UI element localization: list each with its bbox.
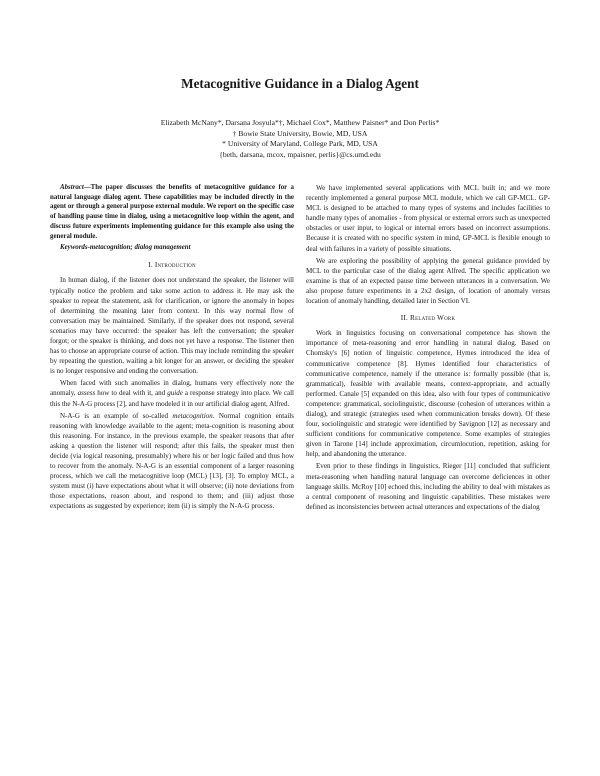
abstract-text: —The paper discusses the benefits of metacognitive guidance for a natural language dialog agent. These capabilities may be included directly in the agent or through a general purpose external module. We report on the specific case of handling pause time in dialog, using a metacognitive loop within the agent, and discuss future experiments implementing guidance for this example also using the general module. xyxy=(50,184,294,240)
emphasis-guide: guide xyxy=(167,389,183,398)
paper-title: Metacognitive Guidance in a Dialog Agent xyxy=(181,76,419,91)
section-heading-related-work: II. Related Work xyxy=(400,313,456,323)
right-column xyxy=(306,183,550,512)
text-run: When faced with such anomalies in dialog, humans very effectively xyxy=(60,379,270,388)
left-column xyxy=(50,183,294,512)
keywords: Keywords-metacognition; dialog management xyxy=(60,244,191,252)
author-emails: {beth, darsana, mcox, mpaisner, perlis}@cs.umd.edu xyxy=(219,149,381,159)
related-paragraph-1: Work in linguistics focusing on conversational competence has shown the importance of meta-reasoning and error handling in natural dialog. Based on Chomsky's [6] notion of linguistic competence, Hymes introduced the idea of communicative competence [8]. Hymes identified four characteristics of communicative competence, namely if the utterance is: formally possible (that is, grammatical), feasible with available means, context-appropriate, and actually performed. Canale [5] expanded on this idea, also with four types of communicative competence: grammatical, sociolinguistic, discourse (cohesion of utterances within a dialog), and strategic (strategies used when communication breaks down). Of these four, sociolinguistic and strategic were identified by Savignon [12] as necessary and sufficient conditions for communicative competence. Some examples of strategies given in Tarone [14] include approximation, circumlocution, repetition, asking for help, and abandoning the utterance. xyxy=(306,329,550,459)
affiliation-umd: * University of Maryland, College Park, MD, USA xyxy=(222,139,378,149)
intro-paragraph-2 xyxy=(50,378,294,408)
emphasis-note: note xyxy=(269,379,282,388)
intro-paragraph-5: We are exploring the possibility of applying the general guidance provided by MCL to the particular case of the dialog agent Alfred. The specific application we examine is that of an expected pause time between utterances in a conversation. We also propose future experiments in a 2x2 design, of location of anomaly versus location of anomaly handling, detailed later in Section VI. xyxy=(306,256,550,306)
author-block xyxy=(0,118,600,160)
section-heading-introduction: I. Introduction xyxy=(148,260,196,270)
emphasis-assess: assess xyxy=(77,389,96,398)
abstract-label: Abstract xyxy=(60,184,84,191)
affiliation-bowie: † Bowie State University, Bowie, MD, USA xyxy=(232,128,368,138)
text-run: the anomaly, xyxy=(50,379,295,398)
related-paragraph-2: Even prior to these findings in linguistics, Rieger [11] concluded that sufficient meta-reasoning when handling natural language can overcome deficiences in other language skills. McRoy [10] echoed this, including the ability to deal with mistakes as a central component of reasoning and linguistic capabilities. These mistakes were defined as inconsistencies between actual utterances and expectations of the dialog xyxy=(306,462,550,511)
text-run: how to deal with it, and xyxy=(95,389,168,398)
text-run: a response strategy into place. We call this the N-A-G process [2], and have modeled it in our artificial dialog agent, Alfred. xyxy=(50,389,294,408)
intro-paragraph-1: In human dialog, if the listener does not understand the speaker, the listener will typically notice the problem and take some action to address it. He may ask the speaker to repeat the statement, ask for clarification, or ignore the anomaly in hopes of determining the meaning later from context. In this way normal flow of conversation may be maintained. Similarly, if the speaker does not respond, several scenarios may have occurred: the speaker has left the conversation; the speaker forgot; or the speaker is thinking, and does not yet have a response. The listener then has to choose an appropriate course of action. This may include reminding the speaker by repeating the question, waiting a bit longer for an answer, or deciding the speaker is no longer responsive and ending the conversation. xyxy=(50,276,294,376)
intro-paragraph-4: We have implemented several applications with MCL built in; and we more recently implemented a general purpose MCL module, which we call GP-MCL. GP-MCL is designed to be attached to many types of systems and includes facilities to handle many types of anomalies - from physical or external errors such as unexpected obstacles or user input, to logical or internal errors based on incorrect assumptions. Because it is created with no specific system in mind, GP-MCL is flexible enough to deal with failures in a variety of possible situations. xyxy=(306,184,550,253)
emphasis-metacognition: metacognition xyxy=(172,411,213,420)
text-run: . Normal cognition entails reasoning with knowledge available to the agent; meta-cognition is reasoning about this reasoning. For instance, in the previous example, the speaker reasons that after asking a question the listener will respond; after this fails, the speaker must then decide (via logical reasoning, presumably) where his or her logic failed and thus how to recover from the anomaly. N-A-G is an essential component of a larger reasoning process, which we call the metacognitive loop (MCL) [13], [3]. To employ MCL, a system must (i) have expectations about what it will observe; (ii) note deviations from those expectations, reason about, and respond to them; and (iii) adjust those expectations as suggested by experience; item (ii) is simply the N-A-G process. xyxy=(50,411,294,511)
intro-paragraph-3 xyxy=(50,411,294,512)
author-names: Elizabeth McNany*, Darsana Josyula*†, Michael Cox*, Matthew Paisner* and Don Perlis* xyxy=(160,118,440,127)
abstract xyxy=(50,183,294,241)
text-run: N-A-G is an example of so-called xyxy=(60,411,173,420)
